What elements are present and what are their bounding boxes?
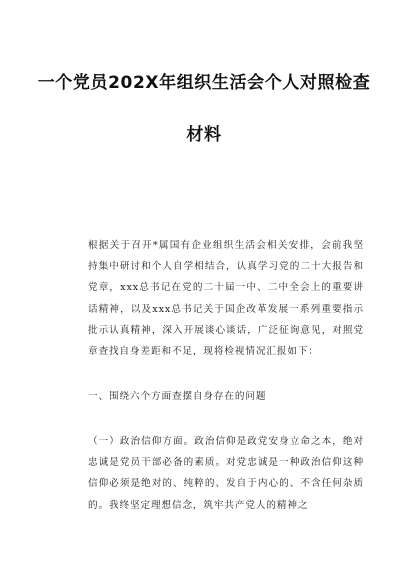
- section1-paragraph: （一）政治信仰方面。政治信仰是政党安身立命之本，绝对忠诚是党员干部必备的素质。对党忠诚是一种政治信仰这种信仰必须是绝对的、纯粹的、发自于内心的、不含任何杂质的。我终坚定理想信念，筑牢共产党人的精神之: [88, 436, 364, 511]
- section-heading: 一、围绕六个方面查摆自身存在的问题: [88, 391, 267, 402]
- document-title-line1: 一个党员202X年组织生活会个人对照检查: [37, 73, 371, 93]
- document-title-line2: 材料: [186, 125, 222, 145]
- intro-paragraph: 根据关于召开*属国有企业组织生活会相关安排，会前我坚持集中研讨和个人自学相结合，认真学习党的二十大报告和党章，xxx总书记在党的二十届一中、二中全会上的重要讲话精神，以及xxx总书记关于国企改革发展一系列重要指示批示认真精神，深入开展谈心谈话，广泛征询意见，对照党章查找自身差距和不足，现将检视情况汇报如下：: [88, 240, 364, 358]
